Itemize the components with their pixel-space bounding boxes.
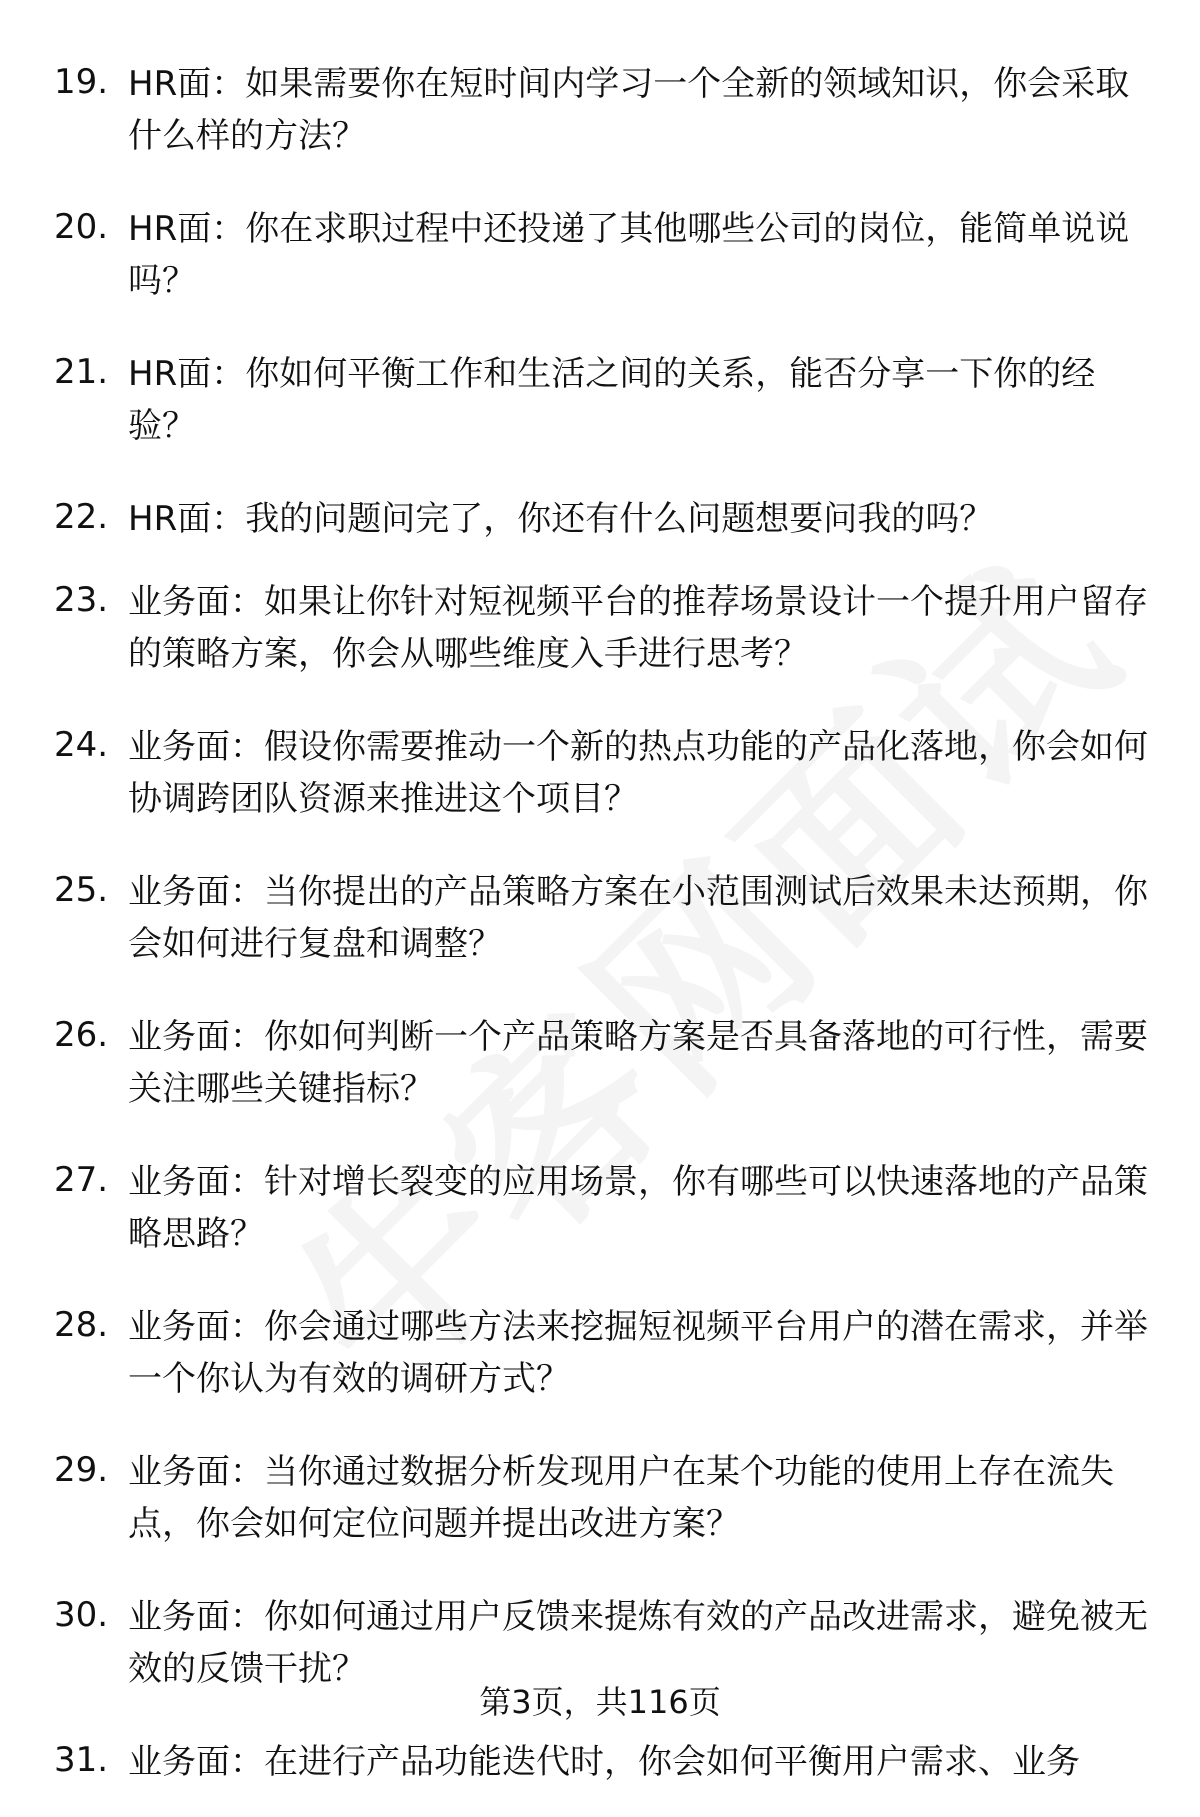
list-item [0,58,1200,170]
question-number: 31. [54,1740,109,1780]
question-body: 假设你需要推动一个新的热点功能的产品化落地，你会如何协调跨团队资源来推进这个项目？ [128,727,1148,819]
list-item [0,348,1200,460]
question-body: 你如何通过用户反馈来提炼有效的产品改进需求，避免被无效的反馈干扰？ [128,1597,1148,1689]
question-number: 22. [54,497,109,537]
list-item [0,721,1200,833]
question-body: 你在求职过程中还投递了其他哪些公司的岗位，能简单说说吗？ [128,209,1130,301]
question-number: 26. [54,1015,109,1055]
question-type: 业务面： [128,1162,264,1202]
question-number: 24. [54,725,109,765]
question-number: 21. [54,352,109,392]
page-footer: 第3页，共116页 [479,1683,721,1721]
question-number: 20. [54,207,109,247]
question-body: 你如何平衡工作和生活之间的关系，能否分享一下你的经验？ [128,354,1096,446]
question-type: 业务面： [128,582,264,622]
question-text [128,203,1158,307]
question-body: 在进行产品功能迭代时，你会如何平衡用户需求、业务 [264,1742,1080,1782]
question-text [128,58,1158,162]
list-item [0,576,1200,688]
question-list [0,58,1200,1817]
question-text [128,1011,1158,1115]
question-body: 针对增长裂变的应用场景，你有哪些可以快速落地的产品策略思路？ [128,1162,1148,1254]
question-text [128,493,1158,545]
question-number: 19. [54,62,109,102]
question-number: 23. [54,580,109,620]
question-text [128,1156,1158,1260]
question-text [128,1446,1158,1550]
question-text [128,1301,1158,1405]
question-body: 当你通过数据分析发现用户在某个功能的使用上存在流失点，你会如何定位问题并提出改进方案？ [128,1452,1114,1544]
question-type: 业务面： [128,872,264,912]
question-type: 业务面： [128,1017,264,1057]
question-text [128,1736,1158,1788]
question-text [128,348,1158,452]
question-text [128,721,1158,825]
question-type: HR面： [128,354,246,394]
question-body: 当你提出的产品策略方案在小范围测试后效果未达预期，你会如何进行复盘和调整？ [128,872,1148,964]
question-type: 业务面： [128,1597,264,1637]
question-number: 25. [54,870,109,910]
question-number: 28. [54,1305,109,1345]
list-item [0,203,1200,315]
question-type: 业务面： [128,1307,264,1347]
list-item [0,493,1200,541]
list-item [0,1736,1200,1784]
list-item [0,1301,1200,1413]
question-type: 业务面： [128,727,264,767]
question-body: 你会通过哪些方法来挖掘短视频平台用户的潜在需求，并举一个你认为有效的调研方式？ [128,1307,1148,1399]
question-text [128,866,1158,970]
question-body: 如果让你针对短视频平台的推荐场景设计一个提升用户留存的策略方案，你会从哪些维度入手进行思考？ [128,582,1148,674]
list-item [0,1011,1200,1123]
question-type: 业务面： [128,1452,264,1492]
question-text [128,1591,1158,1695]
question-number: 27. [54,1160,109,1200]
question-type: HR面： [128,209,246,249]
list-item [0,1446,1200,1558]
question-body: 如果需要你在短时间内学习一个全新的领域知识，你会采取什么样的方法？ [128,64,1130,156]
question-type: HR面： [128,64,246,104]
question-number: 30. [54,1595,109,1635]
question-type: 业务面： [128,1742,264,1782]
question-body: 你如何判断一个产品策略方案是否具备落地的可行性，需要关注哪些关键指标？ [128,1017,1148,1109]
question-number: 29. [54,1450,109,1490]
list-item [0,866,1200,978]
question-body: 我的问题问完了，你还有什么问题想要问我的吗？ [245,499,994,539]
list-item [0,1156,1200,1268]
question-type: HR面： [128,499,246,539]
question-text [128,576,1158,680]
